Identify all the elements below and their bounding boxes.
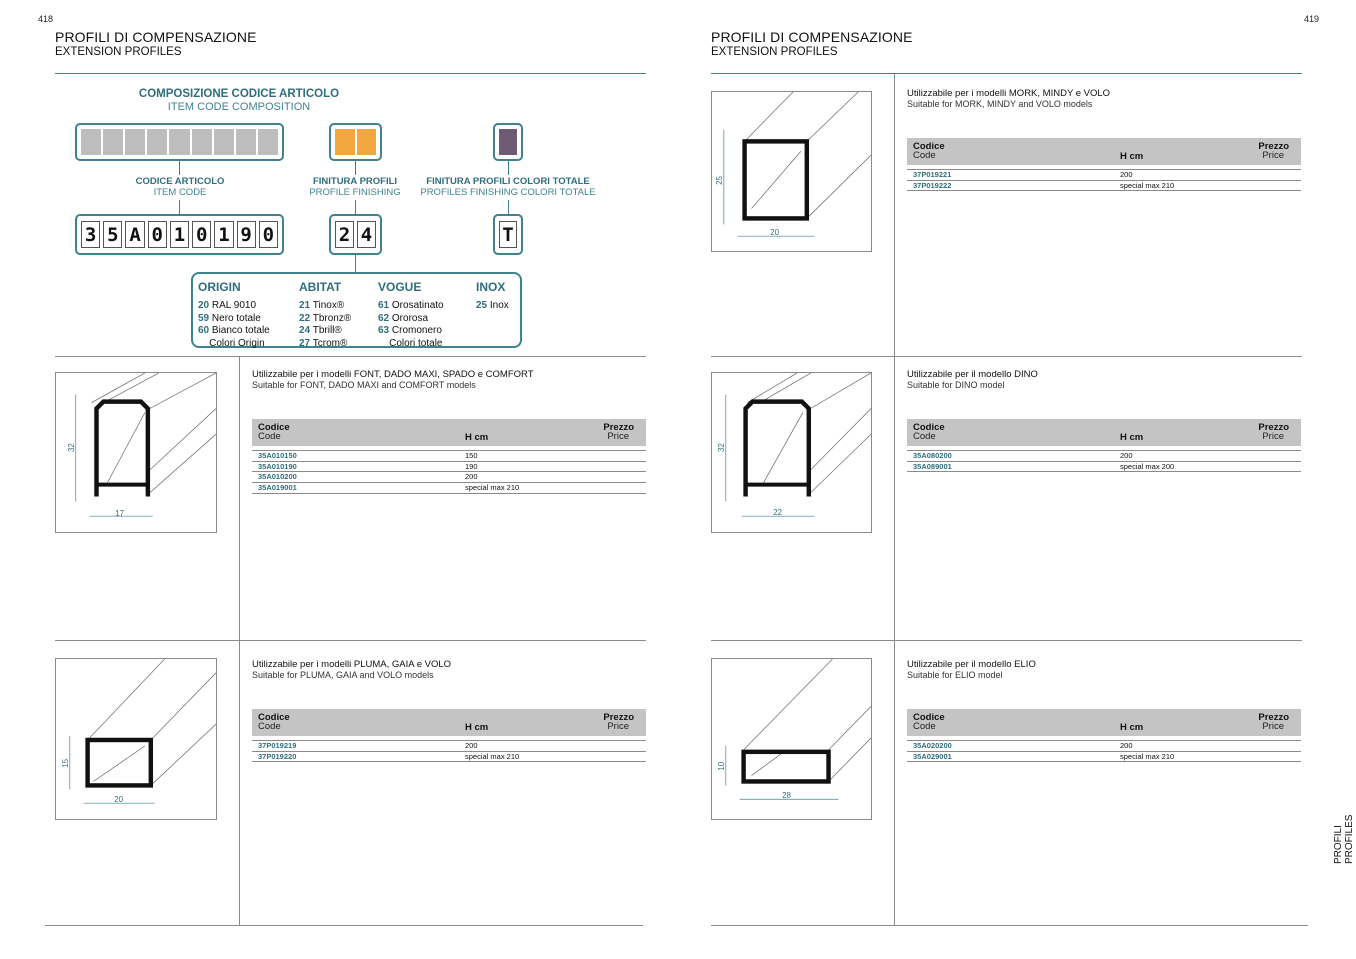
th-codice: Codice xyxy=(913,712,945,723)
table-row xyxy=(907,741,1301,752)
total-char: T xyxy=(499,221,517,248)
dim-width: 28 xyxy=(782,791,791,801)
header-rule-left xyxy=(55,73,646,74)
finish-name: Orosatinato xyxy=(391,300,444,311)
finish-group-header: ABITAT xyxy=(299,280,342,294)
finish-item xyxy=(378,300,444,313)
code-char: 1 xyxy=(214,221,233,248)
th-prezzo: Prezzo xyxy=(603,712,634,723)
section-divider xyxy=(711,640,1302,641)
code-char: 1 xyxy=(170,221,189,248)
page-title-left: PROFILI DI COMPENSAZIONE xyxy=(55,29,257,45)
column-divider xyxy=(894,74,895,925)
item-code: 35A010190 xyxy=(258,461,297,471)
finish-group-header: ORIGIN xyxy=(198,280,241,294)
th-codice: Codice xyxy=(913,141,945,152)
table-row xyxy=(252,451,646,462)
total-color-box xyxy=(493,123,523,161)
th-price: Price xyxy=(1262,721,1284,732)
profile-desc-en: Suitable for PLUMA, GAIA and VOLO models xyxy=(252,670,434,680)
composition-title: COMPOSIZIONE CODICE ARTICOLO xyxy=(138,88,340,100)
table-header xyxy=(907,709,1301,736)
page-subtitle-left: EXTENSION PROFILES xyxy=(55,46,182,58)
code-cell xyxy=(169,129,189,155)
table-row xyxy=(907,170,1301,181)
finish-item xyxy=(299,300,351,313)
item-height: 200 xyxy=(1120,170,1133,179)
finish-group xyxy=(378,280,444,350)
dim-width: 20 xyxy=(770,228,780,238)
connector xyxy=(179,200,180,214)
finish-item xyxy=(299,338,351,351)
page-title-right: PROFILI DI COMPENSAZIONE xyxy=(711,29,913,45)
code-cell xyxy=(125,129,145,155)
finish-number: 59 xyxy=(198,312,210,324)
profile-desc-it: Utilizzabile per i modelli MORK, MINDY e VOLO xyxy=(907,88,1111,99)
th-price: Price xyxy=(1262,150,1284,161)
th-code: Code xyxy=(913,721,936,732)
finish-char: 4 xyxy=(357,221,376,248)
table-row xyxy=(252,752,646,763)
profile-drawing-pluma xyxy=(55,658,217,820)
item-height: special max 210 xyxy=(465,483,520,493)
finish-item xyxy=(198,325,270,338)
th-price: Price xyxy=(607,721,629,732)
th-codice: Codice xyxy=(913,422,945,433)
finish-number: 27 xyxy=(299,337,311,349)
profile-desc-en: Suitable for DINO model xyxy=(907,380,1005,390)
table-row xyxy=(252,741,646,752)
finish-color-swatch xyxy=(335,129,355,155)
finish-number: 20 xyxy=(198,300,210,311)
item-height: 200 xyxy=(465,741,478,750)
th-code: Code xyxy=(913,431,936,442)
header-rule-right xyxy=(711,73,1302,74)
th-hcm: H cm xyxy=(1120,432,1144,443)
item-code: 37P019221 xyxy=(913,170,952,179)
code-cell xyxy=(236,129,256,155)
th-code: Code xyxy=(258,721,281,732)
finish-group-header: VOGUE xyxy=(378,280,422,294)
th-code: Code xyxy=(913,150,936,161)
footer-rule-right xyxy=(711,925,1308,926)
th-prezzo: Prezzo xyxy=(1258,712,1289,723)
total-color-swatch xyxy=(499,129,517,155)
table-row xyxy=(252,462,646,473)
dim-height: 10 xyxy=(716,761,726,771)
finish-color-box xyxy=(329,123,382,161)
code-char: 0 xyxy=(192,221,211,248)
item-code: 35A010150 xyxy=(258,451,297,460)
finish-group xyxy=(198,280,270,350)
connector xyxy=(179,161,180,175)
profile-desc-it: Utilizzabile per i modelli PLUMA, GAIA e VOLO xyxy=(252,659,452,670)
th-codice: Codice xyxy=(258,422,290,433)
finish-item xyxy=(299,313,351,326)
item-code: 35A019001 xyxy=(258,483,297,493)
price-table xyxy=(907,709,1301,762)
connector xyxy=(355,200,356,214)
price-table xyxy=(907,419,1301,472)
table-header xyxy=(907,138,1301,165)
connector xyxy=(508,161,509,175)
finish-name: Bianco totale xyxy=(211,325,270,336)
code-placeholder-box xyxy=(75,123,284,161)
connector xyxy=(508,200,509,214)
total-label-en: PROFILES FINISHING COLORI TOTALE xyxy=(420,187,596,198)
item-code: 35A020200 xyxy=(913,741,952,750)
code-char: 0 xyxy=(148,221,167,248)
finish-item xyxy=(476,300,509,313)
code-label-en: ITEM CODE xyxy=(153,187,207,198)
item-height: special max 210 xyxy=(1120,751,1175,761)
item-height: special max 210 xyxy=(1120,180,1175,190)
code-char: 5 xyxy=(103,221,122,248)
finish-name: RAL 9010 xyxy=(211,300,257,311)
code-char: 9 xyxy=(237,221,256,248)
finish-name: Colori Origin xyxy=(209,337,265,349)
item-height: 200 xyxy=(1120,451,1133,460)
side-tab-line2: PROFILES xyxy=(1344,814,1355,864)
connector xyxy=(355,161,356,175)
item-code: 37P019220 xyxy=(258,751,297,761)
th-hcm: H cm xyxy=(1120,151,1144,162)
finish-name: Ororosa xyxy=(391,312,429,324)
dim-height: 25 xyxy=(714,176,724,185)
page-number-right: 419 xyxy=(1304,14,1320,24)
finish-item xyxy=(378,313,444,326)
price-table xyxy=(252,419,646,494)
table-row xyxy=(907,462,1301,473)
connector xyxy=(355,255,356,273)
code-cell xyxy=(103,129,123,155)
finish-group-header: INOX xyxy=(476,280,506,294)
finish-item xyxy=(198,300,270,313)
finish-name: Tcrom® xyxy=(312,337,348,349)
finish-item xyxy=(378,325,444,338)
item-code: 35A089001 xyxy=(913,461,952,471)
footer-rule-left xyxy=(45,925,643,926)
item-height: 200 xyxy=(1120,741,1133,750)
page-subtitle-right: EXTENSION PROFILES xyxy=(711,46,838,58)
finish-name: Nero totale xyxy=(211,312,261,324)
finish-number: 63 xyxy=(378,325,390,336)
finish-name: Tbrill® xyxy=(312,325,342,336)
composition-subtitle: ITEM CODE COMPOSITION xyxy=(167,101,311,113)
finishes-table xyxy=(191,272,522,348)
profile-drawing-mork xyxy=(711,91,872,252)
finish-label-en: PROFILE FINISHING xyxy=(309,187,401,198)
profile-desc-en: Suitable for MORK, MINDY and VOLO models xyxy=(907,99,1093,109)
finish-number: 60 xyxy=(198,325,210,336)
finish-color-swatch xyxy=(357,129,377,155)
finish-group xyxy=(476,280,509,313)
column-divider xyxy=(239,356,240,925)
code-cell xyxy=(192,129,212,155)
section-divider xyxy=(55,356,646,357)
page-number-left: 418 xyxy=(38,14,54,24)
code-cell xyxy=(214,129,234,155)
finish-label: FINITURA PROFILI xyxy=(312,176,398,187)
finish-number: 62 xyxy=(378,312,390,324)
table-header xyxy=(907,419,1301,446)
profile-drawing-dino xyxy=(711,372,872,533)
item-code: 35A029001 xyxy=(913,751,952,761)
price-table xyxy=(252,709,646,762)
finish-name: Colori totale xyxy=(389,337,443,349)
table-header xyxy=(252,419,646,446)
profile-desc-it: Utilizzabile per il modello DINO xyxy=(907,369,1038,380)
dim-width: 17 xyxy=(115,509,125,519)
dim-height: 15 xyxy=(60,758,70,768)
finish-name: Inox xyxy=(489,300,509,311)
table-row xyxy=(252,472,646,483)
price-table xyxy=(907,138,1301,191)
finish-example-box xyxy=(329,214,382,255)
th-hcm: H cm xyxy=(465,722,489,733)
section-divider xyxy=(55,640,646,641)
code-char: 3 xyxy=(81,221,100,248)
table-header xyxy=(252,709,646,736)
table-row xyxy=(907,752,1301,763)
profile-desc-it: Utilizzabile per il modello ELIO xyxy=(907,659,1036,670)
item-height: 190 xyxy=(465,461,478,471)
finish-item xyxy=(378,338,444,351)
th-prezzo: Prezzo xyxy=(1258,422,1289,433)
dim-height: 32 xyxy=(66,443,76,453)
section-divider xyxy=(711,356,1302,357)
finish-item xyxy=(198,338,270,351)
code-cell xyxy=(258,129,278,155)
code-cell xyxy=(81,129,101,155)
total-label: FINITURA PROFILI COLORI TOTALE xyxy=(426,176,590,187)
item-height: special max 200 xyxy=(1120,461,1175,471)
profile-drawing-font xyxy=(55,372,217,533)
finish-item xyxy=(299,325,351,338)
item-height: 200 xyxy=(465,472,478,482)
table-row xyxy=(252,483,646,494)
finish-number: 61 xyxy=(378,300,390,311)
finish-number: 24 xyxy=(299,325,311,336)
code-example-box xyxy=(75,214,284,255)
th-price: Price xyxy=(607,431,629,442)
finish-number: 21 xyxy=(299,300,311,311)
code-char: 0 xyxy=(259,221,278,248)
item-height: special max 210 xyxy=(465,751,520,761)
item-code: 37P019222 xyxy=(913,180,952,190)
finish-group xyxy=(299,280,351,350)
profile-desc-it: Utilizzabile per i modelli FONT, DADO MAXI, SPADO e COMFORT xyxy=(252,369,534,380)
total-example-box xyxy=(493,214,523,255)
dim-width: 22 xyxy=(773,508,783,518)
item-code: 37P019219 xyxy=(258,741,297,750)
table-row xyxy=(907,181,1301,192)
finish-name: Tinox® xyxy=(312,300,345,311)
finish-char: 2 xyxy=(335,221,354,248)
finish-name: Tbronz® xyxy=(312,312,352,324)
code-cell xyxy=(147,129,167,155)
item-height: 150 xyxy=(465,451,478,460)
th-price: Price xyxy=(1262,431,1284,442)
finish-number: 25 xyxy=(476,300,488,311)
finish-name: Cromonero xyxy=(391,325,442,336)
profile-drawing-elio xyxy=(711,658,872,820)
th-code: Code xyxy=(258,431,281,442)
dim-height: 32 xyxy=(716,443,726,453)
th-codice: Codice xyxy=(258,712,290,723)
side-tab xyxy=(1333,815,1355,864)
item-code: 35A010200 xyxy=(258,472,297,482)
code-label: CODICE ARTICOLO xyxy=(135,176,225,187)
dim-width: 20 xyxy=(114,795,124,805)
th-hcm: H cm xyxy=(465,432,489,443)
th-prezzo: Prezzo xyxy=(1258,141,1289,152)
th-prezzo: Prezzo xyxy=(603,422,634,433)
item-code: 35A080200 xyxy=(913,451,952,460)
side-tab-line1: PROFILI xyxy=(1333,825,1344,864)
profile-desc-en: Suitable for ELIO model xyxy=(907,670,1003,680)
table-row xyxy=(907,451,1301,462)
finish-item xyxy=(198,313,270,326)
th-hcm: H cm xyxy=(1120,722,1144,733)
code-char: A xyxy=(125,221,144,248)
finish-number: 22 xyxy=(299,312,311,324)
profile-desc-en: Suitable for FONT, DADO MAXI and COMFORT models xyxy=(252,380,476,390)
